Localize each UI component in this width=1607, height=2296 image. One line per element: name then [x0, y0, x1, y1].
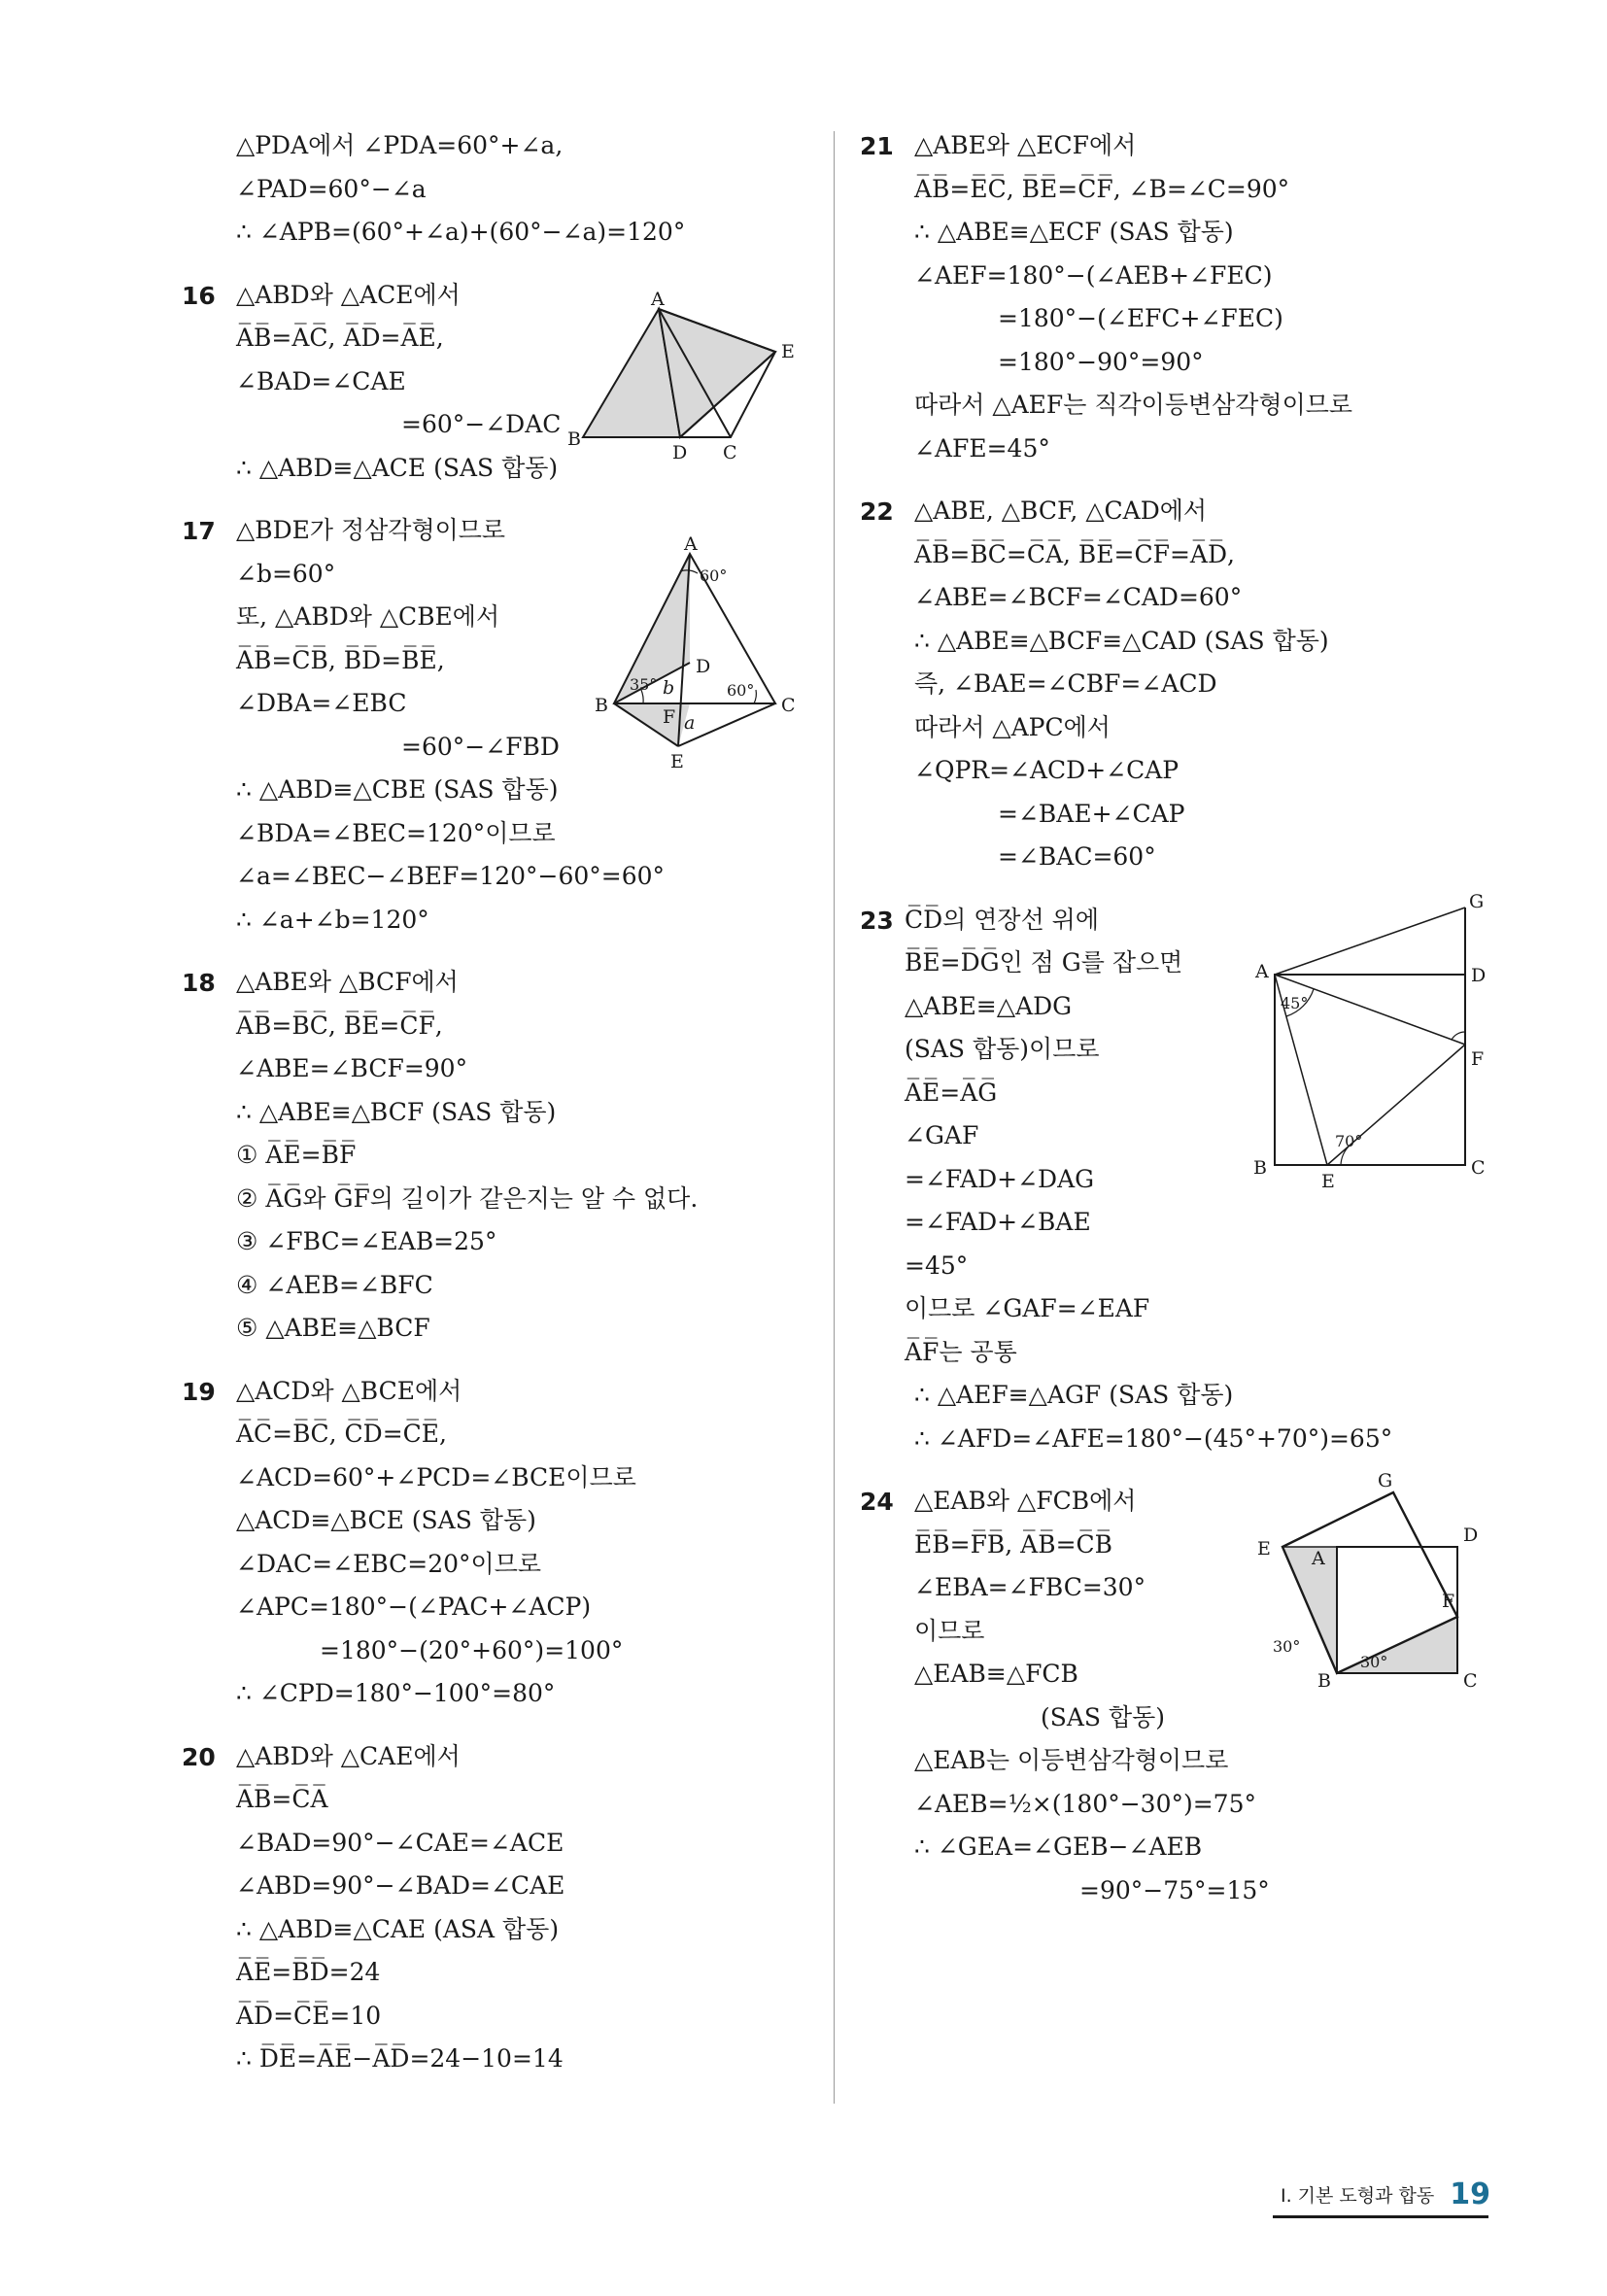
- solution-line: =∠FAD+∠BAE: [905, 1208, 1091, 1236]
- solution-line: =∠BAC=60°: [998, 842, 1156, 871]
- fig23-label: E: [1321, 1171, 1335, 1192]
- fig24-label: A: [1312, 1548, 1325, 1569]
- fig17-label: 60°: [727, 681, 755, 700]
- solution-line: =∠FAD+∠DAG: [905, 1164, 1095, 1193]
- solution-line: (SAS 합동)이므로: [905, 1035, 1100, 1063]
- solution-line: ∴ △ABD≡△CBE (SAS 합동): [236, 775, 559, 804]
- fig23-label: B: [1253, 1157, 1267, 1179]
- solution-line: ∠PAD=60°−∠a: [236, 174, 427, 203]
- fig17-label: A: [684, 534, 698, 555]
- solution-line: ∠ACD=60°+∠PCD=∠BCE이므로: [236, 1462, 636, 1491]
- solution-line: A̅C̅=B̅C̅, C̅D̅=C̅E̅,: [236, 1420, 447, 1448]
- solution-line: (SAS 합동): [1041, 1702, 1166, 1731]
- solution-line: =∠BAE+∠CAP: [998, 799, 1185, 828]
- fig23-label: F: [1471, 1048, 1485, 1070]
- problem-21: [860, 124, 1489, 470]
- solution-line: △ABD와 △ACE에서: [236, 280, 461, 309]
- solution-line: A̅B̅=C̅B̅, B̅D̅=B̅E̅,: [236, 645, 445, 674]
- problem-continuation: [189, 124, 811, 255]
- solution-line: ∠BAD=90°−∠CAE=∠ACE: [236, 1828, 564, 1857]
- solution-line: ∠BDA=∠BEC=120°이므로: [236, 818, 556, 847]
- fig16-label: D: [672, 442, 688, 463]
- fig24-label: B: [1317, 1670, 1331, 1691]
- problem-number: 21: [860, 132, 894, 160]
- solution-line: A̅E̅=B̅D̅=24: [236, 1958, 381, 1986]
- chapter-title: Ⅰ. 기본 도형과 합동: [1281, 2184, 1435, 2207]
- solution-line: △ABE, △BCF, △CAD에서: [914, 497, 1208, 525]
- solution-line: ∴ △ABD≡△ACE (SAS 합동): [236, 453, 559, 482]
- solution-line: ∠ABE=∠BCF=90°: [236, 1054, 468, 1082]
- solution-line: =180°−(∠EFC+∠FEC): [998, 304, 1283, 332]
- problem-number: 22: [860, 497, 894, 526]
- solution-line: ∴ D̅E̅=A̅E̅−A̅D̅=24−10=14: [236, 2044, 564, 2073]
- solution-line: ⑤ △ABE≡△BCF: [236, 1314, 430, 1342]
- solution-line: △EAB는 이등변삼각형이므로: [914, 1746, 1229, 1774]
- problem-number: 24: [860, 1488, 894, 1516]
- fig16-label: A: [651, 290, 665, 310]
- solution-line: ∴ △AEF≡△AGF (SAS 합동): [914, 1381, 1234, 1409]
- fig24-label: 30°: [1273, 1637, 1301, 1656]
- solution-line: ∠GAF: [905, 1121, 979, 1149]
- solution-line: ∴ △ABE≡△BCF (SAS 합동): [236, 1097, 557, 1126]
- solution-line: 즉, ∠BAE=∠CBF=∠ACD: [914, 669, 1217, 698]
- solution-line: =45°: [905, 1251, 969, 1280]
- fig17-label: a: [684, 712, 696, 734]
- solution-line: △ABD와 △CAE에서: [236, 1741, 461, 1770]
- problem-number: 16: [182, 281, 216, 310]
- solution-line: △PDA에서 ∠PDA=60°+∠a,: [236, 131, 564, 159]
- figure-24-svg: [1244, 1467, 1496, 1691]
- figure-16: [564, 290, 797, 464]
- segment-ag: [1275, 908, 1465, 975]
- figure-16-svg: [564, 290, 797, 464]
- solution-line: ∴ ∠a+∠b=120°: [236, 905, 429, 934]
- problem-number: 19: [182, 1377, 216, 1406]
- solution-line: ∴ ∠CPD=180°−100°=80°: [236, 1679, 556, 1707]
- solution-line: E̅B̅=F̅B̅, A̅B̅=C̅B̅: [914, 1529, 1113, 1559]
- solution-line: △ACD와 △BCE에서: [236, 1376, 462, 1405]
- figure-24: [1244, 1467, 1496, 1691]
- solution-line: A̅D̅=C̅E̅=10: [236, 2001, 382, 2030]
- solution-line: ① A̅E̅=B̅F̅: [236, 1141, 357, 1169]
- solution-line: =60°−∠DAC: [401, 410, 562, 438]
- solution-line: ∠a=∠BEC−∠BEF=120°−60°=60°: [236, 862, 666, 890]
- solution-line: C̅D̅의 연장선 위에: [905, 905, 1099, 934]
- solution-line: △ABE와 △BCF에서: [236, 968, 459, 996]
- fig17-label: F: [663, 706, 676, 728]
- fig23-label: G: [1469, 891, 1485, 912]
- solution-line: △BDE가 정삼각형이므로: [236, 516, 506, 544]
- figure-23: [1244, 884, 1496, 1205]
- fig24-label: D: [1463, 1525, 1479, 1546]
- solution-line: ④ ∠AEB=∠BFC: [236, 1270, 433, 1299]
- solution-line: =60°−∠FBD: [401, 732, 560, 761]
- solution-line: ∠ABD=90°−∠BAD=∠CAE: [236, 1871, 565, 1900]
- solution-line: B̅E̅=D̅G̅인 점 G를 잡으면: [905, 948, 1183, 977]
- solution-line: =180°−90°=90°: [998, 347, 1204, 376]
- solution-line: △ACD≡△BCE (SAS 합동): [236, 1506, 536, 1534]
- fig16-label: B: [567, 428, 581, 450]
- fig23-label: A: [1255, 961, 1269, 982]
- solution-line: ∠EBA=∠FBC=30°: [914, 1573, 1146, 1601]
- solution-line: A̅B̅=E̅C̅, B̅E̅=C̅F̅, ∠B=∠C=90°: [914, 174, 1290, 203]
- solution-line: ∴ ∠GEA=∠GEB−∠AEB: [914, 1833, 1203, 1861]
- solution-line: A̅F̅는 공통: [905, 1337, 1017, 1366]
- fig24-label: C: [1463, 1670, 1478, 1691]
- fig16-label: C: [723, 442, 737, 463]
- fig23-label: 70°: [1335, 1132, 1363, 1150]
- solution-line: 따라서 △AEF는 직각이등변삼각형이므로: [914, 391, 1353, 419]
- problem-20: [182, 1735, 811, 2081]
- fig23-label: C: [1471, 1157, 1486, 1179]
- solution-line: ∠APC=180°−(∠PAC+∠ACP): [236, 1593, 592, 1621]
- solution-line: A̅B̅=B̅C̅, B̅E̅=C̅F̅,: [236, 1011, 443, 1040]
- solution-line: ∠BAD=∠CAE: [236, 366, 406, 395]
- solution-line: ∠AFE=45°: [914, 433, 1050, 463]
- column-divider: [834, 131, 835, 2104]
- solution-line: △ABE≡△ADG: [905, 991, 1073, 1020]
- fig17-label: E: [670, 751, 684, 772]
- solution-line: △EAB와 △FCB에서: [914, 1487, 1137, 1515]
- solution-line: ∠ABE=∠BCF=∠CAD=60°: [914, 583, 1243, 611]
- problem-number: 17: [182, 517, 216, 545]
- fig23-label: D: [1471, 965, 1487, 986]
- figure-17-svg: [581, 534, 804, 777]
- solution-line: ∠AEF=180°−(∠AEB+∠FEC): [914, 260, 1273, 290]
- page-footer: [1281, 2175, 1490, 2213]
- solution-line: ③ ∠FBC=∠EAB=25°: [236, 1227, 497, 1255]
- fig24-label: 30°: [1360, 1653, 1388, 1671]
- solution-line: ∴ ∠AFD=∠AFE=180°−(45°+70°)=65°: [914, 1423, 1393, 1453]
- figure-17: [581, 534, 804, 777]
- fig24-label: G: [1378, 1470, 1393, 1491]
- figure-23-svg: [1244, 884, 1496, 1205]
- solution-line: A̅E̅=A̅G̅: [905, 1078, 998, 1107]
- solution-line: ∠QPR=∠ACD+∠CAP: [914, 756, 1180, 784]
- solution-line: =180°−(20°+60°)=100°: [320, 1635, 624, 1664]
- fig24-label: E: [1257, 1538, 1271, 1559]
- solution-line: 이므로 ∠GAF=∠EAF: [905, 1294, 1150, 1322]
- fig16-label: E: [781, 341, 795, 362]
- fig17-label: B: [595, 695, 608, 716]
- problem-18: [182, 961, 811, 1351]
- solution-line: 이므로: [914, 1616, 985, 1645]
- triangle-ace: [659, 309, 775, 437]
- solution-line: 따라서 △APC에서: [914, 712, 1111, 741]
- fig17-label: C: [781, 695, 796, 716]
- problem-number: 23: [860, 906, 894, 935]
- page-number: 19: [1450, 2176, 1490, 2211]
- solution-line: △EAB≡△FCB: [914, 1660, 1078, 1688]
- problem-number: 20: [182, 1742, 216, 1771]
- problem-number: 18: [182, 969, 216, 997]
- fig23-label: 45°: [1281, 994, 1309, 1012]
- solution-line: 또, △ABD와 △CBE에서: [236, 602, 500, 631]
- fig17-label: D: [696, 656, 711, 677]
- problem-19: [182, 1370, 811, 1716]
- fig17-label: b: [663, 677, 675, 699]
- solution-line: =90°−75°=15°: [1079, 1875, 1270, 1904]
- fig24-label: F: [1442, 1591, 1455, 1612]
- solution-line: ∴ △ABD≡△CAE (ASA 합동): [236, 1914, 560, 1943]
- solution-line: A̅B̅=A̅C̅, A̅D̅=A̅E̅,: [236, 324, 444, 352]
- fig17-label: 35°: [630, 675, 658, 694]
- solution-line: ② A̅G̅와 G̅F̅의 길이가 같은지는 알 수 없다.: [236, 1183, 699, 1213]
- solution-line: ∠DAC=∠EBC=20°이므로: [236, 1549, 541, 1578]
- solution-line: A̅B̅=C̅A̅: [236, 1785, 328, 1813]
- solution-line: ∠b=60°: [236, 559, 336, 588]
- solution-line: ∴ △ABE≡△BCF≡△CAD (SAS 합동): [914, 626, 1329, 655]
- fig17-label: 60°: [700, 566, 728, 585]
- solution-line: ∠DBA=∠EBC: [236, 689, 407, 717]
- solution-line: ∴ △ABE≡△ECF (SAS 합동): [914, 218, 1234, 246]
- solution-line: ∴ ∠APB=(60°+∠a)+(60°−∠a)=120°: [236, 218, 686, 246]
- solution-line: △ABE와 △ECF에서: [914, 131, 1137, 159]
- footer-rule: [1273, 2215, 1488, 2218]
- solution-line: ∠AEB=½×(180°−30°)=75°: [914, 1789, 1256, 1818]
- solution-line: A̅B̅=B̅C̅=C̅A̅, B̅E̅=C̅F̅=A̅D̅,: [914, 539, 1235, 568]
- problem-22: [860, 490, 1489, 879]
- angle-f-arc: [1452, 1032, 1465, 1040]
